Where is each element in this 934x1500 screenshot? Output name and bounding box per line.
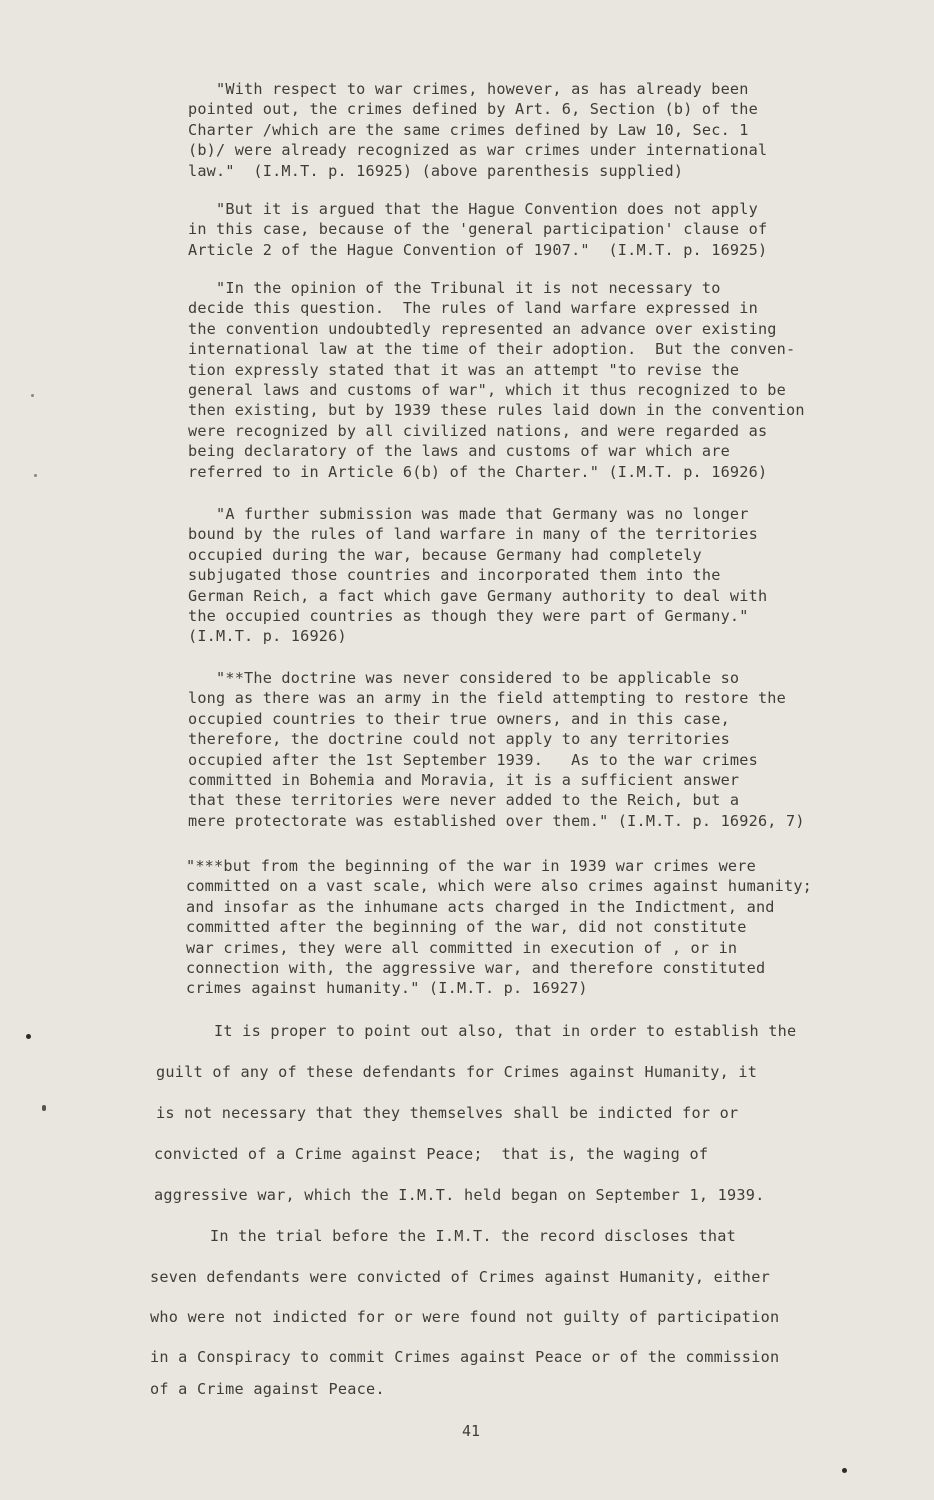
body-paragraph-2-line: of a Crime against Peace. — [150, 1380, 385, 1398]
quote-paragraph-5: "**The doctrine was never considered to be applicable so long as there was an army in the field attempting to restore the occupied countries to their true owners, and in this case, therefore, the doctrine could not apply to any territories occupied after the 1st September 1939. As to the war crimes committed in Bohemia and Moravia, it is a sufficient answer that these territories were never added to the Reich, but a mere protectorate was established over them." (I.M.T. p. 16926, 7) — [188, 669, 805, 830]
body-paragraph-2-line: seven defendants were convicted of Crimes against Humanity, either — [150, 1268, 770, 1286]
body-paragraph-2-line: in a Conspiracy to commit Crimes against Peace or of the commission — [150, 1348, 780, 1366]
body-paragraph-1-line: It is proper to point out also, that in order to establish the — [214, 1022, 797, 1040]
scan-mark-dot — [34, 474, 37, 477]
body-paragraph-2-line: who were not indicted for or were found not guilty of participation — [150, 1308, 780, 1326]
scan-mark-dot — [42, 1105, 46, 1111]
body-paragraph-1-line: guilt of any of these defendants for Crimes against Humanity, it — [156, 1063, 758, 1081]
scan-mark-dot — [31, 394, 34, 397]
scan-mark-dot — [26, 1034, 31, 1039]
body-paragraph-1-line: convicted of a Crime against Peace; that is, the waging of — [154, 1145, 709, 1163]
quote-paragraph-2: "But it is argued that the Hague Convention does not apply in this case, because of the 'general participation' clause of Article 2 of the Hague Convention of 1907." (I.M.T. p. 16925) — [188, 200, 768, 259]
scan-mark-dot — [842, 1468, 847, 1473]
body-paragraph-1-line: aggressive war, which the I.M.T. held began on September 1, 1939. — [154, 1186, 765, 1204]
quote-paragraph-6: "***but from the beginning of the war in 1939 war crimes were committed on a vast scale, which were also crimes against humanity; and insofar as the inhumane acts charged in the Indictment, and committed after the beginning of the war, did not constitute war crimes, they were all committed in execution of , or in connection with, the aggressive war, and therefore constituted crimes against humanity." (I.M.T. p. 16927) — [186, 857, 813, 998]
body-paragraph-1-line: is not necessary that they themselves shall be indicted for or — [156, 1104, 739, 1122]
quote-paragraph-4: "A further submission was made that Germany was no longer bound by the rules of land warfare in many of the territories occupied during the war, because Germany had completely subjugated those countries and incorporated them into the German Reich, a fact which gave Germany authority to deal with the occupied countries as though they were part of Germany." (I.M.T. p. 16926) — [188, 505, 768, 646]
body-paragraph-2-line: In the trial before the I.M.T. the record discloses that — [210, 1227, 737, 1245]
quote-paragraph-1: "With respect to war crimes, however, as has already been pointed out, the crimes defined by Art. 6, Section (b) of the Charter /which are the same crimes defined by Law 10, Sec. 1 (b)/ were already recognized as war crimes under international law." (I.M.T. p. 16925) (above parenthesis supplied) — [188, 80, 768, 180]
page-number: 41 — [462, 1422, 481, 1440]
quote-paragraph-3: "In the opinion of the Tribunal it is not necessary to decide this question. The rules of land warfare expressed in the convention undoubtedly represented an advance over existing international law at the time of their adoption. But the conven- tion expressly stated that it was an attempt "to revise the general laws and customs of war", which it thus recognized to be then existing, but by 1939 these rules laid down in the convention were recognized by all civilized nations, and were regarded as being declaratory of the laws and customs of war which are referred to in Article 6(b) of the Charter." (I.M.T. p. 16926) — [188, 279, 805, 481]
